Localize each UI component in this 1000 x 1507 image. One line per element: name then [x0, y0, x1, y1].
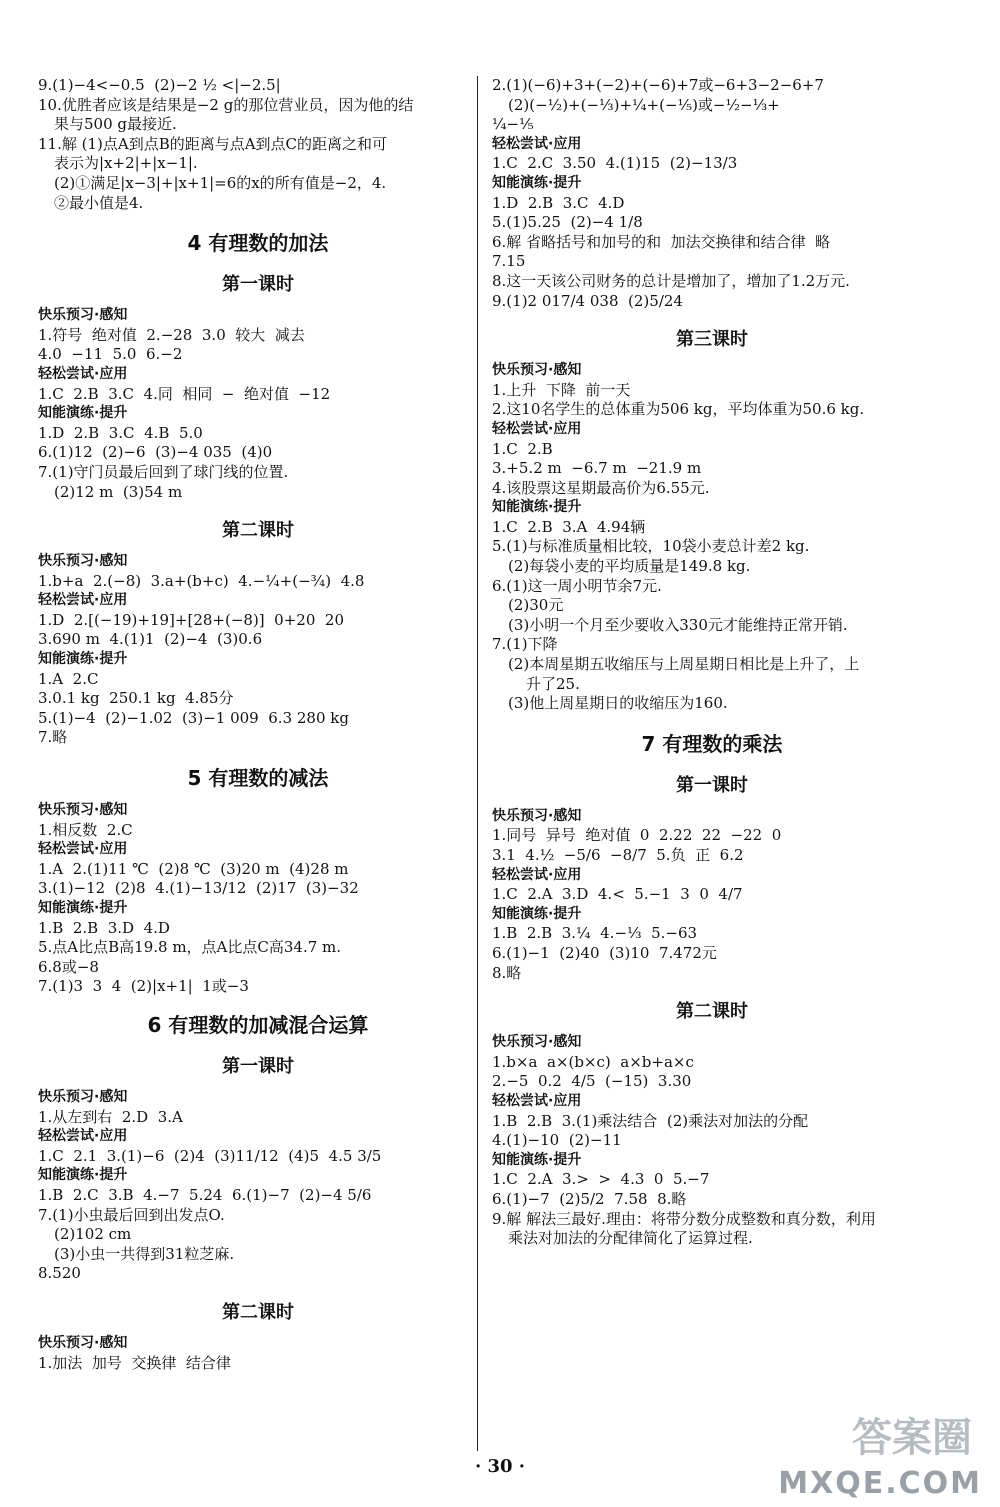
- lesson-title: 第一课时: [222, 274, 294, 296]
- answer-line: 2.这10名学生的总体重为506 kg，平均体重为50.6 kg.: [492, 400, 865, 419]
- subsection-heading: 快乐预习·感知: [38, 553, 128, 570]
- answer-line: 1.D 2.B 3.C 4.D: [492, 193, 625, 212]
- answer-line: 6.8或−8: [38, 957, 99, 976]
- subsection-heading: 轻松尝试·应用: [38, 592, 128, 609]
- answer-line: 9.(1)2 017/4 038 (2)5/24: [492, 291, 683, 310]
- answer-line: (2)30元: [508, 596, 564, 615]
- answer-line: 4.0 −11 5.0 6.−2: [38, 345, 183, 364]
- section-6-lesson-1: [38, 1088, 478, 1284]
- section-6-lesson-2: [38, 1334, 478, 1373]
- answer-line: 6.(1)这一周小明节余7元.: [492, 576, 662, 595]
- lesson-title: 第二课时: [222, 1301, 294, 1323]
- answer-line: 1.C 2.1 3.(1)−6 (2)4 (3)11/12 (4)5 4.5 3/5: [38, 1146, 382, 1165]
- answer-line: 4.(1)−10 (2)−11: [492, 1131, 622, 1150]
- answer-line: 1.加法 加号 交换律 结合律: [38, 1353, 231, 1372]
- lesson-title: 第二课时: [676, 1001, 748, 1023]
- page-number: · 30 ·: [474, 1456, 526, 1477]
- subsection-heading: 知能演练·提升: [38, 405, 128, 422]
- answer-line: 1.C 2.B 3.A 4.94辆: [492, 517, 646, 536]
- answer-line: 1.C 2.B: [492, 439, 553, 458]
- answer-line: (3)他上周星期日的收缩压为160.: [508, 694, 728, 713]
- section-title-5: 5 有理数的减法: [187, 766, 329, 791]
- right-column: [492, 76, 932, 1249]
- answer-line: 1.从左到右 2.D 3.A: [38, 1107, 183, 1126]
- lesson-title: 第三课时: [676, 329, 748, 351]
- section-7-lesson-2: [492, 1033, 932, 1249]
- subsection-heading: 快乐预习·感知: [38, 802, 128, 819]
- answer-line: 1.b×a a×(b×c) a×b+a×c: [492, 1052, 694, 1071]
- answer-line: 乘法对加法的分配律简化了运算过程.: [508, 1229, 753, 1248]
- answer-line: 2.−5 0.2 4/5 (−15) 3.30: [492, 1072, 692, 1091]
- answer-line: 1.b+a 2.(−8) 3.a+(b+c) 4.−¼+(−¾) 4.8: [38, 571, 365, 590]
- answer-line: ¼−⅕: [492, 115, 534, 134]
- section-title-4: 4 有理数的加法: [187, 231, 329, 256]
- subsection-heading: 知能演练·提升: [492, 499, 582, 516]
- answer-line: 1.C 2.B 3.C 4.同 相同 − 绝对值 −12: [38, 384, 331, 403]
- answer-line: 7.略: [38, 728, 68, 747]
- right-top-answers: [492, 76, 932, 311]
- subsection-heading: 知能演练·提升: [492, 1151, 582, 1168]
- subsection-heading: 轻松尝试·应用: [492, 420, 582, 437]
- answer-line: 6.(1)−1 (2)40 (3)10 7.472元: [492, 943, 717, 962]
- answer-line: (3)小虫一共得到31粒芝麻.: [54, 1244, 235, 1263]
- answer-line: 5.(1)5.25 (2)−4 1/8: [492, 213, 643, 232]
- answer-line: 11.解 (1)点A到点B的距离与点A到点C的距离之和可: [38, 134, 388, 153]
- answer-line: 1.符号 绝对值 2.−28 3.0 较大 减去: [38, 325, 305, 344]
- answer-line: (2)本周星期五收缩压与上周星期日相比是上升了，上: [508, 655, 860, 674]
- answer-line: 1.B 2.B 3.(1)乘法结合 (2)乘法对加法的分配: [492, 1111, 809, 1130]
- answer-line: 1.同号 异号 绝对值 0 2.22 22 −22 0: [492, 826, 782, 845]
- answer-line: 5.点A比点B高19.8 m，点A比点C高34.7 m.: [38, 938, 342, 957]
- answer-line: 2.(1)(−6)+3+(−2)+(−6)+7或−6+3−2−6+7: [492, 76, 824, 94]
- answer-line: 1.C 2.C 3.50 4.(1)15 (2)−13/3: [492, 154, 738, 173]
- answer-line: 1.上升 下降 前一天: [492, 380, 631, 399]
- subsection-heading: 快乐预习·感知: [492, 807, 582, 824]
- section-title-7: 7 有理数的乘法: [641, 731, 783, 756]
- answer-line: (2)①满足|x−3|+|x+1|=6的x的所有值是−2，4.: [54, 173, 387, 192]
- answer-line: 果与500 g最接近.: [54, 115, 177, 134]
- answer-line: (2)12 m (3)54 m: [54, 482, 183, 501]
- answer-line: 1.D 2.[(−19)+19]+[28+(−8)] 0+20 20: [38, 610, 345, 629]
- answer-line: 1.B 2.B 3.D 4.D: [38, 918, 170, 937]
- lesson-title: 第一课时: [676, 774, 748, 796]
- left-column: [38, 76, 478, 1373]
- section-title-6: 6 有理数的加减混合运算: [147, 1012, 369, 1037]
- answer-line: 3.690 m 4.(1)1 (2)−4 (3)0.6: [38, 630, 263, 649]
- answer-line: 1.相反数 2.C: [38, 820, 133, 839]
- lesson-title: 第一课时: [222, 1055, 294, 1077]
- subsection-heading: 快乐预习·感知: [492, 362, 582, 379]
- answer-line: 5.(1)−4 (2)−1.02 (3)−1 009 6.3 280 kg: [38, 708, 349, 727]
- answer-line: 3.1 4.½ −5/6 −8/7 5.负 正 6.2: [492, 846, 744, 864]
- answer-line: (2)102 cm: [54, 1225, 132, 1244]
- subsection-heading: 轻松尝试·应用: [492, 1092, 582, 1109]
- answer-line: (2)每袋小麦的平均质量是149.8 kg.: [508, 557, 751, 576]
- section-7-lesson-1: [492, 807, 932, 983]
- answer-line: 7.(1)守门员最后回到了球门线的位置.: [38, 462, 289, 481]
- lesson-title: 第二课时: [222, 520, 294, 542]
- answer-line: 7.(1)3 3 4 (2)|x+1| 1或−3: [38, 977, 249, 996]
- answer-line: 8.520: [38, 1264, 81, 1283]
- subsection-heading: 知能演练·提升: [38, 1167, 128, 1184]
- section-4-lesson-2: [38, 552, 478, 748]
- answer-line: 6.解 省略括号和加号的和 加法交换律和结合律 略: [492, 232, 831, 251]
- subsection-heading: 轻松尝试·应用: [492, 135, 582, 152]
- answer-line: 表示为|x+2|+|x−1|.: [54, 154, 198, 173]
- answer-line: 7.(1)小虫最后回到出发点O.: [38, 1205, 225, 1224]
- lesson-3: [492, 361, 932, 714]
- answer-line: 1.A 2.(1)11 ℃ (2)8 ℃ (3)20 m (4)28 m: [38, 859, 349, 878]
- answer-line: 3.+5.2 m −6.7 m −21.9 m: [492, 459, 702, 478]
- subsection-heading: 快乐预习·感知: [38, 307, 128, 324]
- subsection-heading: 轻松尝试·应用: [38, 841, 128, 858]
- section-5: [38, 801, 478, 997]
- answer-line: 3.0.1 kg 250.1 kg 4.85分: [38, 689, 234, 708]
- answer-line: 1.A 2.C: [38, 669, 99, 688]
- answer-line: 8.这一天该公司财务的总计是增加了，增加了1.2万元.: [492, 271, 850, 290]
- answer-line: 6.(1)−7 (2)5/2 7.58 8.略: [492, 1189, 687, 1208]
- answer-line: 1.C 2.A 3.> > 4.3 0 5.−7: [492, 1170, 710, 1189]
- answer-line: 升了25.: [526, 674, 580, 693]
- answer-line: 5.(1)与标准质量相比较，10袋小麦总计差2 kg.: [492, 537, 810, 556]
- section-4-lesson-1: [38, 306, 478, 502]
- subsection-heading: 轻松尝试·应用: [38, 1128, 128, 1145]
- answer-line: 1.B 2.B 3.¼ 4.−⅓ 5.−63: [492, 924, 698, 943]
- answer-line: 7.15: [492, 252, 526, 271]
- subsection-heading: 知能演练·提升: [492, 174, 582, 191]
- watermark-site: MXQE.COM: [778, 1466, 982, 1501]
- answer-line: ②最小值是4.: [54, 193, 144, 212]
- left-top-answers: [38, 76, 478, 213]
- answer-line: 10.优胜者应该是结果是−2 g的那位营业员，因为他的结: [38, 95, 414, 114]
- answer-line: 1.B 2.C 3.B 4.−7 5.24 6.(1)−7 (2)−4 5/6: [38, 1185, 372, 1204]
- subsection-heading: 轻松尝试·应用: [492, 866, 582, 883]
- answer-line: (2)(−½)+(−⅓)+¼+(−⅕)或−½−⅓+: [508, 95, 780, 114]
- answer-line: 9.解 解法三最好.理由：将带分数分成整数和真分数，利用: [492, 1209, 876, 1228]
- answer-line: 1.C 2.A 3.D 4.< 5.−1 3 0 4/7: [492, 885, 743, 904]
- subsection-heading: 知能演练·提升: [38, 900, 128, 916]
- subsection-heading: 知能演练·提升: [38, 651, 128, 668]
- answer-line: 6.(1)12 (2)−6 (3)−4 035 (4)0: [38, 443, 273, 462]
- answer-line: (3)小明一个月至少要收入330元才能维持正常开销.: [508, 615, 848, 634]
- answer-line: 7.(1)下降: [492, 635, 558, 654]
- subsection-heading: 快乐预习·感知: [38, 1334, 128, 1351]
- answer-line: 8.略: [492, 963, 522, 982]
- subsection-heading: 快乐预习·感知: [38, 1088, 128, 1105]
- subsection-heading: 知能演练·提升: [492, 905, 582, 922]
- subsection-heading: 快乐预习·感知: [492, 1034, 582, 1051]
- watermark-logo: 答案圈: [852, 1415, 972, 1461]
- answer-line: 4.该股票这星期最高价为6.55元.: [492, 478, 710, 497]
- answer-line: 9.(1)−4<−0.5 (2)−2 ½ <|−2.5|: [38, 76, 281, 94]
- subsection-heading: 轻松尝试·应用: [38, 365, 128, 382]
- answer-line: 3.(1)−12 (2)8 4.(1)−13/12 (2)17 (3)−32: [38, 879, 359, 898]
- answer-line: 1.D 2.B 3.C 4.B 5.0: [38, 423, 203, 442]
